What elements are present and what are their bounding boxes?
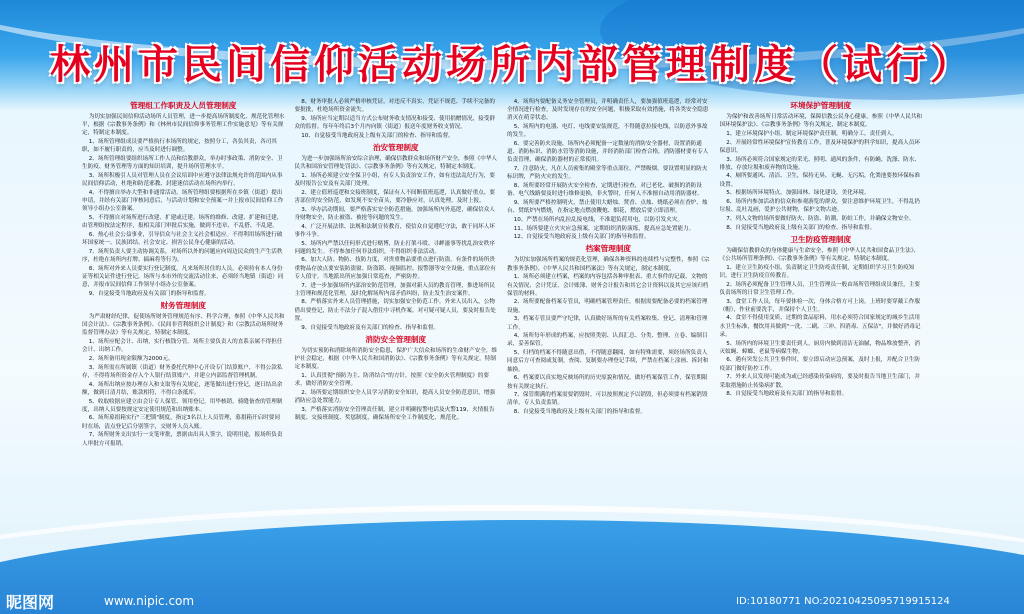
poster-title: 林州市民间信仰活动场所内部管理制度（试行）: [50, 41, 974, 88]
section-heading: 卫生防疫管理制度: [790, 234, 852, 244]
regulation-paragraph: 3、场所必须符合国家规定的采光、照明、通风的条件，有防蝇、洗涤、防水、排放、存放垃圾和废弃物的设施。: [719, 156, 920, 171]
regulation-paragraph: 10、严禁在场所内乱拉乱接电线，不准超负荷用电，以防引发火灾。: [513, 216, 684, 223]
regulation-paragraph: 7、外来人员发现可能成为或已经感染传染病的，要及时报告当地卫生部门，并采取措施防止传染病扩散。: [719, 374, 920, 389]
regulation-paragraph: 7、进一步加强场所内部治安防范管理，加强对新人员的教育管理，推进场所民主管理和规范化管理，及时化解场所内部矛盾纠纷，防止发生治安案件。: [294, 282, 495, 297]
regulation-paragraph: 6、档案要以真实地反映场所的历史原貌和情况，做好档案保管工作，保管期限按有关规定执行。: [507, 375, 708, 390]
regulation-paragraph: 2、场所备用现金限额为2000元。: [88, 355, 174, 362]
regulation-paragraph: 为保护和改善场所日常活动环境，保障信教公民身心健康，参照《中华人民共和国环境保护法》、《宗教事务条例》等有关规定，制定本制度。: [719, 114, 922, 129]
section-heading: 管理组工作职责及人员管理制度: [130, 101, 237, 110]
regulation-paragraph: 1、场所应配会计、出纳，实行核钱分管。场所主要负责人的直系亲属不得担任会计、出纳工作。: [82, 339, 283, 354]
section-heading: 治安管理制度: [372, 143, 419, 153]
regulation-paragraph: 3、食堂工作人员，每年要体检一次，身体合格方可上岗。上班时要穿戴工作服（帽），作业前要洗手，并保持个人卫生。: [719, 298, 920, 313]
regulation-paragraph: 1、建立环境保护小组，制定环境保护责任制，明确分工，责任到人。: [726, 130, 898, 137]
regulation-paragraph: 3、严格落实消防安全管理责任制，建立并明确报警电话及火警119、火情报告制度、交接班制度、奖惩制度，确保场所安全工作制度化、规范化。: [294, 406, 495, 421]
regulation-paragraph: 10、自觉接受当地政府及上级有关部门的检查、指导和监督。: [301, 132, 454, 139]
regulation-paragraph: 1、场所必须建立安全保卫小组，有专人负责治安工作，如有违法乱纪行为，要及时报告公安及有关部门处理。: [294, 172, 495, 188]
column-3: [507, 98, 710, 568]
regulation-paragraph: 2、场所要配备档案专管员，明确档案管理责任。根据需要配备必要的档案管理设施。: [507, 299, 708, 314]
regulation-paragraph: 3、场所积极引人员对管理人员在会议培训中应遵守法律法规允许的范围内从事民间信仰活动，杜绝和防范邪教、封建迷信活动在场所内举行。: [82, 172, 283, 188]
regulation-paragraph: 8、自觉接受当地政府及上级有关部门的检查、指导和监督。: [726, 224, 876, 231]
regulation-paragraph: 2、场所管理组要组织场所工作人员和信教群众，举办时事政策、消防安全、卫生防疫、财务管理等方面的知识培训，提升场所管理水平。: [82, 156, 283, 171]
regulation-paragraph: 2、建立值班巡逻和交接班制度，保证有人不间断值班巡逻，认真做好重点、要害部位的安全防范，如发现不安全苗头，要冷静应对，认真处理，及时上报。: [294, 189, 495, 205]
regulation-paragraph: 1、场所管理组成员要严格执行本场所的规定，按照分工，各负其责，各司其职，如不履行职责的，应当及时进行调整。: [82, 139, 277, 154]
regulation-paragraph: 2、场所必须配备卫生管理人员，卫生管理员一般由场所管理组成员兼任，主要负责场所的日常卫生管理工作。: [719, 281, 920, 296]
regulation-paragraph: 4、不得擅自举办大型和非通常活动。场所管理组要根据所在乡镇（街道）提出申请，并经有关部门审核同意后，与活动计划和安全预案一并上报市民间信仰工作领导小组办公室备案。: [82, 189, 284, 213]
regulation-paragraph: 2、场所要定期组织安全人员学习消防安全知识，提高人员安全防范意识，增强消防应急处置能力。: [294, 389, 495, 404]
section-heading: 档案管理制度: [585, 244, 632, 254]
regulation-paragraph: 7、保管期满的档案需要销毁时，可以按照规定予以销毁，但必须要有档案销毁清单，专人负责监销。: [507, 392, 708, 407]
watermark-url: www.nipic.com: [104, 594, 195, 608]
regulation-paragraph: 12、自觉接受当地政府及上级有关部门的指导和监督。: [513, 234, 650, 241]
regulation-paragraph: 为确保信教群众的身体健康与生命安全，参照《中华人民共和国食品卫生法》、《公共场所管理条例》、《宗教事务条例》等有关规定，特制定本制度。: [719, 247, 920, 263]
regulation-paragraph: 8、自觉接受当地政府及有关部门的指导和监督。: [726, 391, 848, 398]
regulation-paragraph: 8、财务审批人必须严格审核凭证，对违反不真实、凭证不规范、手续不完备的要批批，杜绝场所资金流失。: [294, 99, 495, 114]
regulation-paragraph: 为进一步加强场所治安综合治理，确保信教群众和场所财产安全，参照《中华人民共和国治安管理处罚法》、《宗教事务条例》等有关规定，特制定本制度。: [294, 156, 497, 171]
regulation-paragraph: 6、场所募捐箱实行"三把锁"制度，指定3名以上人员管理，募捐箱开启时要同时在场，清点登记后分别签字，交财务人员入账。: [82, 415, 280, 430]
regulation-paragraph: 4、广泛开展法律、法规和法制宣传教育，使信众自觉遵纪守法，敢于同坏人坏事作斗争。: [294, 223, 495, 238]
regulation-paragraph: 4、场所每年形成的档案，应按照类别、认真汇总、分类、整理、立卷、编制目录，妥善保管。: [507, 333, 708, 348]
regulation-paragraph: 9、场所要严格控制明火，禁止使用大蜡烛、焚香、点烛、烧纸必须在香炉、烛台、焚纸炉内燃烧，在指定地点燃放鞭炮、烟花，燃放后要立即清理。: [507, 199, 708, 215]
section-heading: 财务管理制度: [160, 300, 207, 310]
regulation-paragraph: 1、场所必须建立档案，档案的内容包括各种审批表、重大事件的记载、文物的有关情况、会计凭证、会计账簿、财务会计报告和其它会计资料以及其它应该归档保管的材料。: [507, 274, 709, 297]
regulation-paragraph: 7、场所负责人要主动协调关系，对场所以外的问题应向周边民众的生产生活秩序，杜绝在场所内打牌、搞麻将等行为。: [82, 248, 283, 263]
regulation-paragraph: 1、建立卫生防疫小组，负责制定卫生防疫责任制，定期组织学习卫生防疫知识，进行卫生防疫宣传教育。: [719, 264, 915, 279]
regulation-paragraph: 8、严格落实外来人员管理措施，切实加强安全防范工作。外来人员出入，公物借出要登记，防止不法分子混入借住中寻机作案。对可疑可疑人员，要及时报告处置。: [294, 299, 496, 322]
regulation-paragraph: 5、场所内的电器、电灯、电线要安装规范，不得随意拉接电线，以防意外事故的发生。: [507, 124, 708, 139]
regulation-paragraph: 6、热心社会公益事业，引导信众与社会主义社会相适应。不得利用场所进行破坏国家统一、民族团结、社会安定、损害公民身心健康的活动。: [82, 231, 283, 247]
regulation-paragraph: 5、根据场所环境特点，加强园林、绿化建设，美化环境。: [726, 190, 870, 197]
regulation-paragraph: 2、开展经常性环境保护宣传教育工作，普及环境保护的科学知识，提高人员环保意识。: [719, 139, 920, 154]
regulation-paragraph: 为切实加强场所档案的规范化管理，确保各种资料的连续性与完整性，参照《宗教事务条例》、《中华人民共和国档案法》等有关规定，制定本制度。: [507, 257, 710, 272]
regulation-paragraph: 5、收取收据应建立由会计专人保管、领用登记，用毕核销，骑缝备查的管理制度，出纳人员要按规定安定使用规范和出纳账本。: [82, 398, 283, 413]
regulation-paragraph: 6、加大人防、物防、技防力度，对贵重物品要重点进行防盗。有条件的场所贵重物品存放点要安装防盗窗、防盗锁、视频监控、报警器等安全设施，重点部位有专人值守。当地派出所应加强日常巡查，严密防控。: [294, 257, 496, 280]
regulation-paragraph: 为严肃财经纪律，促使场所财务管理规范有序、科学合理，参照《中华人民共和国会计法》、《宗教事务条例》、《民间非营利组织会计制度》和《宗教活动场所财务监督管理办法》等有关规定，特制定本制度。: [82, 313, 285, 337]
regulation-paragraph: 9、场所应当定期以适当方式公布财务收支情况和接受、使用捐赠情况，接受群众的监督。每年年终后3个月内向镇（街道）报送年度财务收支情况。: [294, 115, 495, 131]
regulation-paragraph: 4、场所内要配备义务安全管理员，并明确责任人，要加强值班巡逻，经常对安全情况进行检查，及时发现存在的安全问题，积极采取有效措施，将各类安全隐患消灭在萌芽状态。: [507, 99, 709, 122]
column-4: [720, 98, 923, 568]
regulation-paragraph: 7、列入文物的场所要做好防火、防盗、防潮、防蛀工作，并确保文物安全。: [726, 215, 915, 222]
regulation-paragraph: 5、场所内的环境卫生要责任到人，厨房内做到清洁无油腻，物品堆放整齐，消灭蚊蝇、蟑螂、老鼠等病媒生物。: [719, 340, 920, 355]
regulation-paragraph: 7、场所财务支出实行一支笔审批，票据由出具人签字，说明用途，报场所负责人审批方可报销。: [82, 432, 283, 447]
regulation-paragraph: 为切实预防和消除场所消防安全隐患，保护广大信众和场所的生命财产安全，维护社会稳定，根据《中华人民共和国消防法》、《宗教事务条例》等有关规定，特制定本制度。: [294, 347, 497, 371]
regulation-paragraph: 5、不得擅自对场所进行改建、扩建或迁建。场所的维修、改建、扩建和迁建，由管理组按法定程序，报相关部门审批后实施，做到不违章、不乱搭、不乱建。: [82, 214, 283, 230]
regulation-paragraph: 3、场所需在所属镇（街道）财务委托代理中心开设专门结算账户，不得公款私存，不得将场所资金存入个人银行结算账户，并建立内部监督管理机制。: [82, 364, 283, 379]
regulation-paragraph: 9、自觉接受当地政府及有关部门的检查、指导和监督。: [301, 324, 440, 331]
regulation-paragraph: 6、遇有突发公共卫生事件时，要立即启动应急预案，及时上报，并配合卫生防疫部门做好防控工作。: [719, 357, 920, 372]
regulation-paragraph: 1、认真贯彻"预防为主、防消结合"的方针，按照《安全防火管理制度》的要求，做好消防安全管理。: [294, 372, 489, 388]
regulation-paragraph: 5、归档的档案不得随意出借，不得随意翻阅，如有特殊需要，须经场所负责人同意后方可查阅或复制，查阅、复制要办理登记手续，严禁在档案上涂画、拆封和抽换。: [507, 350, 709, 373]
regulation-paragraph: 4、食堂不得使用变质、过期的食品原料，用水必须符合国家规定的城乡生活用水卫生标准，餐饮用具做到"一洗、二刷、三冲、四消毒、五保洁"，并做好消毒记录。: [719, 315, 921, 338]
regulation-paragraph: 为切实加强民间信仰活动场所人员管理，进一步提高场所制度化、规范化管理水平，根据《宗教事务条例》和《林州市民间信仰事务管理工作实施意见》等有关规定，特制定本制度。: [82, 114, 285, 137]
regulation-paragraph: 6、要完善防火设施，场所内必须配备一定数量的消防安全器材，设置消防通道、消防标识、消防水管等消防设施，并经消防部门检查合格，消防器材要有专人负责管理，确保消防器材的正常使用。: [507, 141, 709, 164]
regulation-paragraph: 3、档案专管员要严守纪律，认真做好场所的有关档案收集、登记、清理和管理工作。: [507, 316, 708, 331]
regulation-paragraph: 4、厕所要通风、清洁、卫生，保持无臭、无蝇、无污垢，化粪池要按环保标准设置。: [719, 173, 920, 188]
regulation-paragraph: 4、场所出纳应按办理存入和支取等有关规定，逐笔做出进行登记，逐日结出余额，做到日清月结，账款相符，不得白条抵库。: [82, 381, 283, 396]
regulation-paragraph: 5、场所内严禁以任何形式进行赌博，防止打架斗殴、寻衅滋事等扰乱治安秩序问题的发生。不得参加任何非法组织，不得组织非法活动。: [294, 240, 495, 255]
watermark-id: ID:10180771 NO:20210425095719915124: [736, 596, 950, 607]
regulation-paragraph: 7、注意防火，凡在人员密集的殿堂等重点部位，严禁吸烟。要设置明显的防火标识牌，严防火灾的发生。: [507, 166, 708, 181]
regulation-paragraph: 9、自觉接受当地政府及有关部门的指导和监督。: [88, 290, 210, 297]
regulation-paragraph: 8、自觉接受当地政府及上级有关部门的指导和监督。: [513, 409, 646, 416]
regulation-paragraph: 6、场所内参加活动的信众和参观游览的群众，要注意维护环境卫生，不得乱扔垃圾、乱吐乱画，爱护公共财物，保护文物古迹。: [719, 199, 920, 214]
regulation-paragraph: 8、场所对外来人员要实行登记制度，凡来场所居住的人员，必须持有本人身份证等相关证件进行登记，场所与本市外的交流活动往来，必须经当地镇（街道）同意，并报市民间信仰工作领导小组办公室备案。: [82, 265, 284, 289]
regulation-paragraph: 8、场所要经常开展防火安全检查，定期进行检查，对已老化、破损的消防设备、电气线路要及时进行维修更换，非火警时，任何人不准擅自动用消防器材。: [507, 183, 703, 198]
regulation-columns: [82, 98, 922, 568]
regulation-paragraph: 3、举办活动期间，要严格落实安全防范措施，加强场所内外巡逻，确保信众人身财物安全，防止被盗、被抢等问题的发生。: [294, 206, 495, 221]
column-1: [82, 98, 285, 568]
section-heading: 消防安全管理制度: [365, 334, 427, 344]
column-2: [295, 98, 498, 568]
regulation-paragraph: 11、场所要建立火灾应急预案，定期组织消防演练，提高应急处置能力。: [513, 225, 695, 232]
watermark-logo: 昵图网: [6, 593, 55, 612]
section-heading: 环境保护管理制度: [790, 101, 852, 110]
